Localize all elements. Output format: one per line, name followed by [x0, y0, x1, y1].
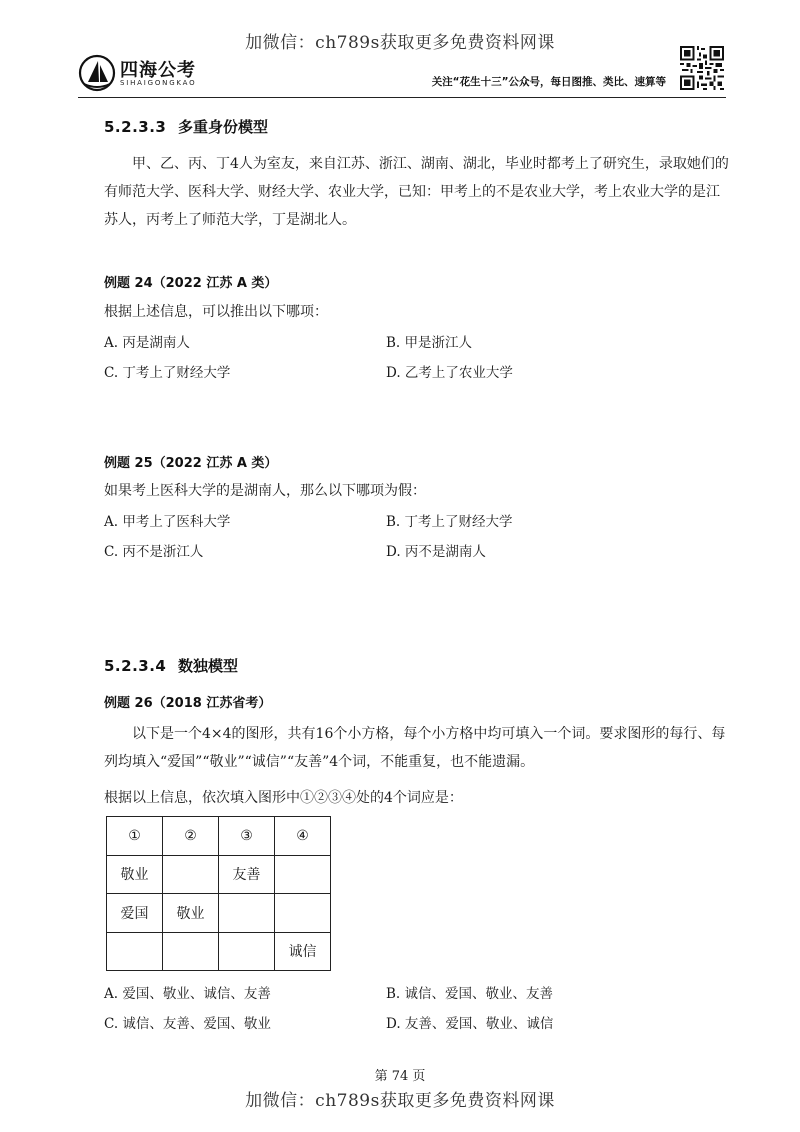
grid-row	[107, 932, 331, 971]
example-24-title: 例题 24（2022 江苏 A 类）	[104, 276, 278, 291]
logo-subtitle: SIHAIGONGKAO	[120, 79, 197, 87]
example-24-option-c: C. 丁考上了财经大学	[104, 365, 231, 381]
example-25-title: 例题 25（2022 江苏 A 类）	[104, 456, 278, 471]
grid-cell	[163, 855, 219, 894]
page-header	[78, 50, 726, 96]
page-number: 第 74 页	[374, 1069, 426, 1084]
example-24-option-a: A. 丙是湖南人	[104, 335, 190, 351]
example-26-option-d: D. 友善、爱国、敬业、诚信	[386, 1016, 554, 1032]
grid-cell: 敬业	[163, 894, 219, 933]
example-26-description: 以下是一个4×4的图形，共有16个小方格，每个小方格中均可填入一个词。要求图形的每行、每列均填入“爱国”“敬业”“诚信”“友善”4个词，不能重复，也不能遗漏。	[104, 726, 726, 770]
example-24-question: 根据上述信息，可以推出以下哪项：	[104, 304, 328, 320]
grid-cell	[275, 855, 331, 894]
grid-cell	[275, 894, 331, 933]
grid-cell: ②	[163, 817, 219, 856]
section-heading-sudoku	[104, 655, 238, 676]
example-25-question: 如果考上医科大学的是湖南人，那么以下哪项为假：	[104, 483, 426, 499]
section-heading-multi-identity	[104, 116, 268, 137]
example-24-option-b: B. 甲是浙江人	[386, 335, 473, 351]
section-number: 5.2.3.4	[104, 657, 167, 675]
grid-cell: ①	[107, 817, 163, 856]
grid-cell: 诚信	[275, 932, 331, 971]
section-title: 多重身份模型	[178, 118, 269, 136]
grid-cell: ④	[275, 817, 331, 856]
qr-code-icon	[680, 46, 724, 90]
grid-cell	[219, 932, 275, 971]
grid-cell: 敬业	[107, 855, 163, 894]
problem-description: 甲、乙、丙、丁4人为室友，来自江苏、浙江、湖南、湖北，毕业时都考上了研究生，录取她们的有师范大学、医科大学、财经大学、农业大学，已知：甲考上的不是农业大学，考上农业大学的是江苏人，丙考上了师范大学，丁是湖北人。	[104, 156, 729, 228]
grid-row	[107, 855, 331, 894]
example-26-option-b: B. 诚信、爱国、敬业、友善	[386, 986, 554, 1002]
grid-cell	[107, 932, 163, 971]
grid-cell: ③	[219, 817, 275, 856]
logo-name: 四海公考	[120, 60, 196, 81]
example-25-option-b: B. 丁考上了财经大学	[386, 514, 513, 530]
example-24-option-d: D. 乙考上了农业大学	[386, 365, 513, 381]
example-25-option-d: D. 丙不是湖南人	[386, 544, 486, 560]
sudoku-grid	[106, 816, 331, 971]
sail-logo-icon	[78, 54, 116, 92]
example-26-title: 例题 26（2018 江苏省考）	[104, 696, 272, 711]
example-26-option-c: C. 诚信、友善、爱国、敬业	[104, 1016, 271, 1032]
watermark-top: 加微信：ch789s获取更多免费资料网课	[245, 33, 555, 53]
grid-cell	[163, 932, 219, 971]
example-25-option-c: C. 丙不是浙江人	[104, 544, 204, 560]
example-25-option-a: A. 甲考上了医科大学	[104, 514, 231, 530]
logo	[78, 54, 238, 94]
example-26-option-a: A. 爱国、敬业、诚信、友善	[104, 986, 271, 1002]
grid-row	[107, 817, 331, 856]
example-26-question: 根据以上信息，依次填入图形中①②③④处的4个词应是：	[104, 790, 463, 806]
grid-cell: 友善	[219, 855, 275, 894]
grid-cell	[219, 894, 275, 933]
section-title: 数独模型	[178, 657, 239, 675]
grid-row	[107, 894, 331, 933]
header-divider	[78, 97, 726, 98]
grid-cell: 爱国	[107, 894, 163, 933]
header-slogan: 关注“花生十三”公众号，每日图推、类比、速算等	[431, 76, 666, 88]
watermark-bottom: 加微信：ch789s获取更多免费资料网课	[245, 1091, 555, 1111]
section-number: 5.2.3.3	[104, 118, 167, 136]
